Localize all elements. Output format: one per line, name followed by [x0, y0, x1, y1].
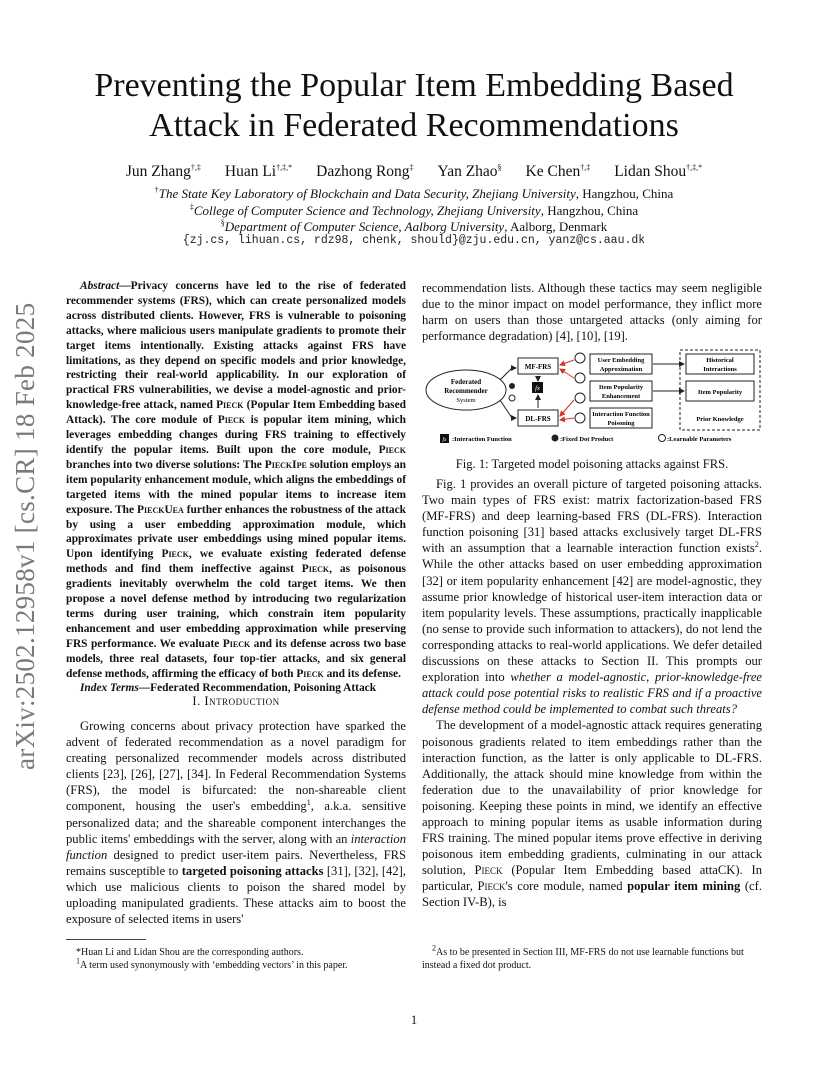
- frs-label-2: Recommender: [444, 387, 488, 395]
- footnote-rule: [66, 939, 146, 940]
- right-paragraph-2: The development of a model-agnostic attack requires generating poisonous gradients related to item embeddings rather than the interaction function, as the latter is only applicable to DL-FRS. Additionally, the attack should mine knowledge from within the federation due to the unavailability of prior knowledge for poisoning. Keeping these points in mind, we identify an effective approach to mining popular items as usable information during FRS training. The mined popular items prove effective in deriving poisonous item embedding gradients, culminating in our attack solution, Pieck (Popular Item Embedding based attaCK). In particular, Pieck's core module, named popular item mining (cf. Section IV-B), is: [422, 718, 762, 910]
- svg-text:Interaction Function: Interaction Function: [592, 411, 650, 418]
- footnote-corresponding: *Huan Li and Lidan Shou are the corresponding authors.: [76, 947, 304, 958]
- paper-title: [60, 66, 768, 146]
- author-emails: {zj.cs, lihuan.cs, rdz98, chenk, should}@zju.edu.cn, yanz@cs.aau.dk: [182, 234, 646, 247]
- footnote-1: $^1$A term used synonymously with ‘embedding vectors’ in this paper.: [76, 956, 348, 971]
- right-paragraph-0: recommendation lists. Although these tactics may seem negligible due to the minor impact on model performance, they inflict more harm on users than those untargeted attacks (only aiming for performance degradation) [4], [10], [19].: [422, 281, 762, 344]
- svg-text:fx: fx: [442, 437, 447, 443]
- abstract-label: Abstract: [80, 280, 120, 292]
- footnote-2: $^2$As to be presented in Section III, MF-FRS do not use learnable functions but instead a fixed dot product.: [422, 943, 744, 971]
- svg-text:User Embedding: User Embedding: [597, 357, 645, 364]
- section-heading-introduction: I. Introduction: [192, 694, 280, 708]
- svg-text:Historical: Historical: [706, 357, 734, 364]
- learnable-glyph: [509, 395, 515, 401]
- author-5: Ke Chen†,‡: [525, 162, 591, 180]
- arxiv-identifier: arXiv:2502.12958v1 [cs.CR] 18 Feb 2025: [10, 302, 40, 770]
- knowledge-label-3: Prior Knowledge: [696, 416, 744, 423]
- title-line-2: Attack in Federated Recommendations: [149, 107, 679, 144]
- affiliation-3: §Department of Computer Science, Aalborg University, Aalborg, Denmark: [220, 218, 608, 234]
- title-line-1: Preventing the Popular Item Embedding Based: [94, 67, 734, 104]
- author-3: Dazhong Rong‡: [316, 162, 414, 180]
- attacker-icon: [575, 353, 585, 423]
- svg-text:Item Popularity: Item Popularity: [598, 384, 644, 391]
- frs-label-3: System: [456, 397, 476, 404]
- author-list: [60, 163, 768, 181]
- svg-text:Poisoning: Poisoning: [607, 420, 635, 427]
- right-paragraphs: [422, 476, 762, 911]
- legend-learnable: :Learnable Parameters: [667, 436, 732, 443]
- page-number: 1: [410, 1013, 418, 1027]
- index-terms: Index Terms—Federated Recommendation, Poisoning Attack: [80, 682, 377, 695]
- affiliation-2: ‡College of Computer Science and Technology, Zhejiang University, Hangzhou, China: [189, 202, 639, 218]
- svg-text:Item Popularity: Item Popularity: [697, 389, 743, 396]
- frs-label-1: Federated: [450, 378, 482, 386]
- right-paragraph-1: Fig. 1 provides an overall picture of targeted poisoning attacks. Two main types of FRS exist: matrix factorization-based FRS (MF-FRS) and deep learning-based FRS (DL-FRS). Interaction function poisoning [31] based attacks exclusively target DL-FRS with an assumption that a learnable interaction function exists$^2$. While the other attacks based on user embedding approximation [32] or item popularity enhancement [42] are model-agnostic, they assume prior knowledge of historical user-item interaction data or item popularity levels. These assumptions, practically inapplicable (no sense to provide such information to attackers), do not lend the corresponding attacks to real-world applications. We defer detailed discussions on these attacks to Section II. This prompts our exploration into whether a model-agnostic, prior-knowledge-free attack could pose potential risks to realistic FRS and if a proactive defense method could be implemented to combat such threats?: [422, 477, 763, 717]
- author-1: Jun Zhang†,‡: [125, 162, 201, 180]
- fixed-dot-glyph: [509, 383, 515, 389]
- svg-text:Approximation: Approximation: [599, 366, 643, 373]
- intro-paragraph: Growing concerns about privacy protection have sparked the advent of federated recommendation as a novel paradigm for creating personalized recommender models across distributed clients [23], [26], [27], [34]. In Federal Recommendation Systems (FRS), the model is bifurcated: the non-shareable client component, housing the user's embedding$^1$, a.k.a. sensitive personalized data; and the shareable component interchanges the public items' embeddings with the server, along with an interaction function designed to predict user-item pairs. Nevertheless, FRS remains susceptible to targeted poisoning attacks [31], [32], [42], which use malicious clients to poison the shared model by uploading manipulated gradients. These attacks aim to boost the exposure of selected items in users': [66, 719, 406, 927]
- author-2: Huan Li†,‡,*: [224, 162, 293, 180]
- dl-frs-label: DL-FRS: [525, 415, 551, 423]
- footnotes-left: [66, 946, 406, 972]
- author-4: Yan Zhao§: [437, 162, 502, 180]
- fx-glyph: fx: [535, 385, 540, 392]
- mf-frs-label: MF-FRS: [524, 363, 552, 371]
- legend-fixed-dot: :Fixed Dot Product: [560, 436, 614, 443]
- author-6: Lidan Shou†,‡,*: [614, 162, 703, 180]
- figure-1-caption: Fig. 1: Targeted model poisoning attacks against FRS.: [455, 457, 729, 471]
- figure-1: [424, 346, 764, 452]
- abstract: Abstract—Privacy concerns have led to the rise of federated recommender systems (FRS), which can create personalized models across distributed clients. However, FRS is vulnerable to poisoning attacks, where malicious users manipulate gradients to promote their target items intentionally. Existing attacks against FRS have limitations, as they depend on specific models and prior knowledge, restricting their real-world applicability. In our exploration of practical FRS vulnerabilities, we devise a model-agnostic and prior-knowledge-free attack, named Pieck (Popular Item Embedding based Attack). The core module of Pieck is popular item mining, which leverages embedding changes during FRS training to effectively identify the popular items. Built upon the core module, Pieck branches into two diverse solutions: The PieckIpe solution employs an item popularity enhancement module, which aligns the embeddings of targeted items with the mined popular items to increase item exposure. The PieckUea further enhances the robustness of the attack by using a user embedding approximation module, which approximates private user embeddings using mined popular items. Upon identifying Pieck, we evaluate existing federated defense methods and find them ineffective against Pieck, as poisonous gradients inevitably overwhelm the cold target items. We then propose a novel defense method by introducing two regularization terms during user training, which constrain item popularity enhancement and user embedding approximation while preserving FRS performance. We evaluate Pieck and its defense across two base models, three real datasets, four top-tier attacks, and six general defense methods, affirming the efficacy of both Pieck and its defense. Index Terms—Federated Recommendation, Poisoning Attack: [66, 280, 407, 695]
- legend-interaction: :Interaction Function: [452, 436, 512, 443]
- affiliation-1: †The State Key Laboratory of Blockchain and Data Security, Zhejiang University, Hangzhou, China: [154, 185, 674, 201]
- svg-text:Enhancement: Enhancement: [601, 393, 641, 400]
- svg-text:Interactions: Interactions: [703, 366, 737, 373]
